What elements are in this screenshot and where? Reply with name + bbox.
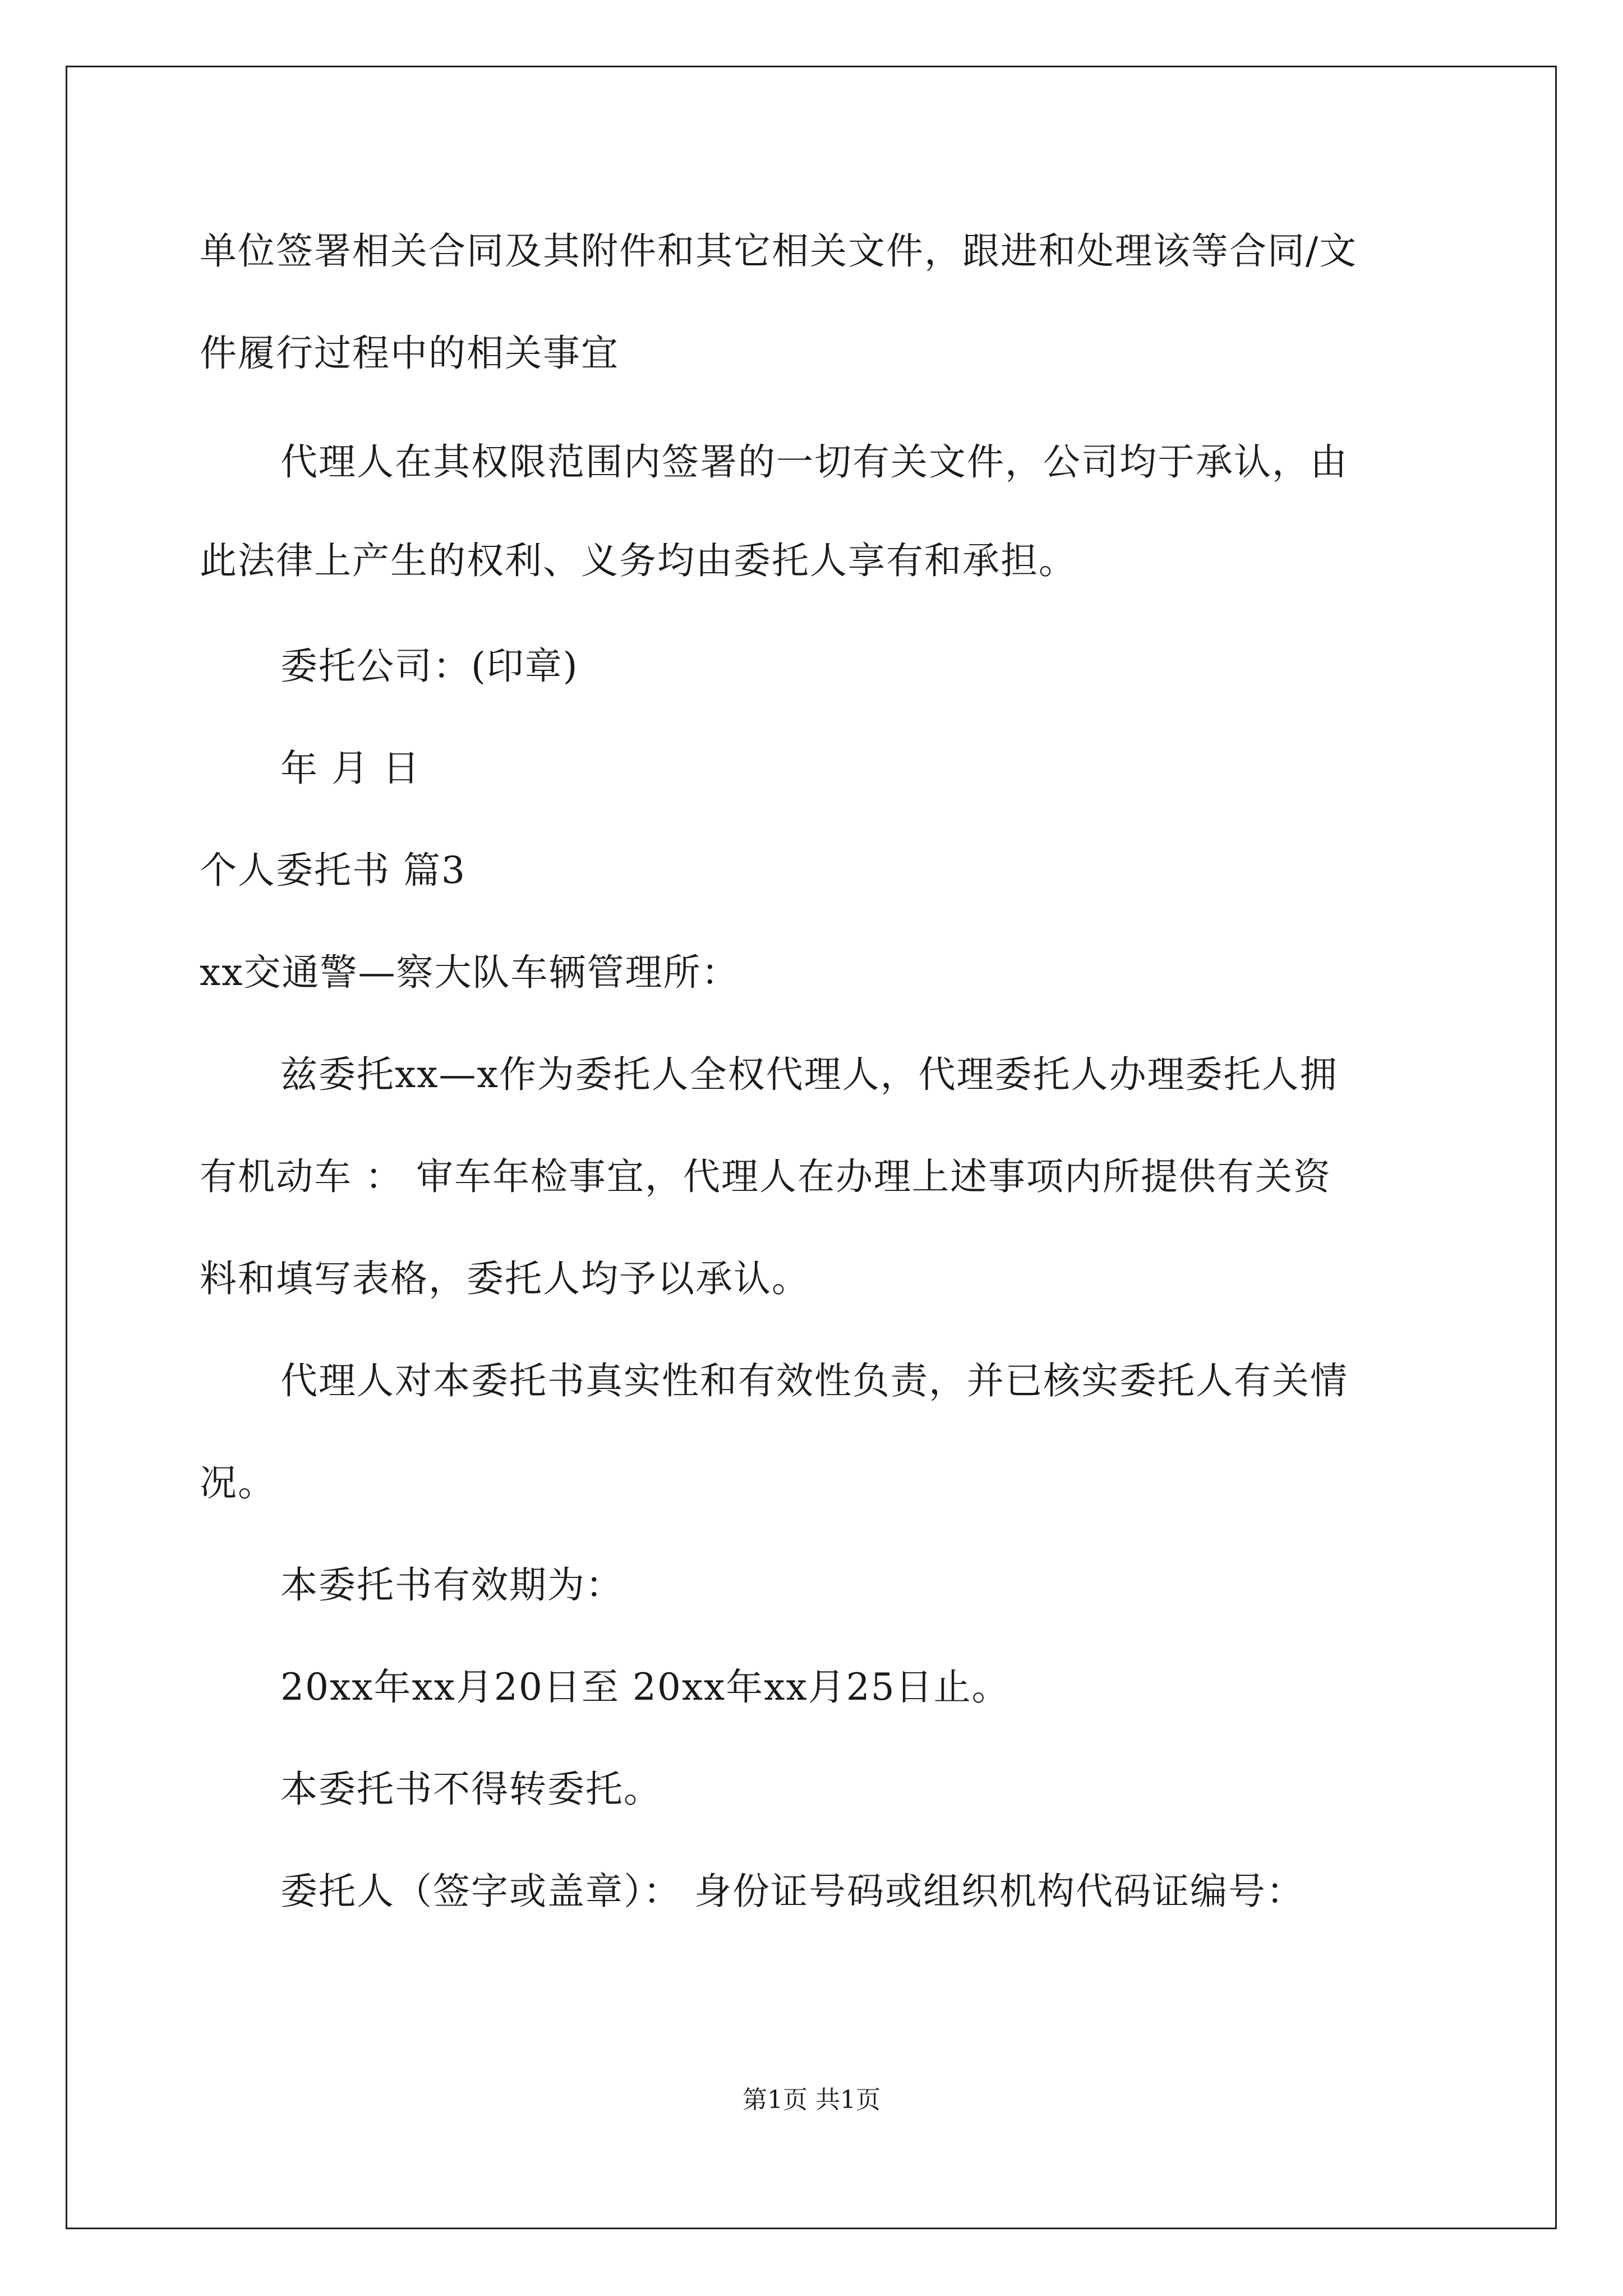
text-line: 料和填写表格，委托人均予以承认。 xyxy=(200,1257,810,1300)
text-line: 委托公司：(印章) xyxy=(280,645,579,688)
section-heading: 个人委托书 篇3 xyxy=(200,849,466,892)
signature-line: 委托人（签字或盖章）： 身份证号码或组织机构代码证编号： xyxy=(280,1870,1304,1913)
addressee-line: xx交通警—察大队车辆管理所： xyxy=(200,951,740,994)
text-line: 此法律上产生的权利、义务均由委托人享有和承担。 xyxy=(200,539,1077,582)
text-line: 有机动车 ： 审车年检事宜，代理人在办理上述事项内所提供有关资 xyxy=(200,1155,1331,1198)
text-line: 件履行过程中的相关事宜 xyxy=(200,332,619,375)
text-line: 兹委托xx—x作为委托人全权代理人，代理委托人办理委托人拥 xyxy=(280,1053,1338,1096)
text-line: 年 月 日 xyxy=(280,747,421,790)
text-line: 本委托书不得转委托。 xyxy=(280,1768,662,1811)
text-line: 况。 xyxy=(200,1461,276,1504)
page-number-footer: 第1页 共1页 xyxy=(743,2086,880,2114)
text-line: 单位签署相关合同及其附件和其它相关文件，跟进和处理该等合同/文 xyxy=(200,229,1358,273)
text-line: 代理人对本委托书真实性和有效性负责，并已核实委托人有关情 xyxy=(280,1359,1348,1402)
validity-period-line: 20xx年xx月20日至 20xx年xx月25日止。 xyxy=(280,1665,1010,1709)
text-line: 代理人在其权限范围内签署的一切有关文件，公司均于承认，由 xyxy=(280,440,1348,484)
text-line: 本委托书有效期为： xyxy=(280,1563,624,1607)
